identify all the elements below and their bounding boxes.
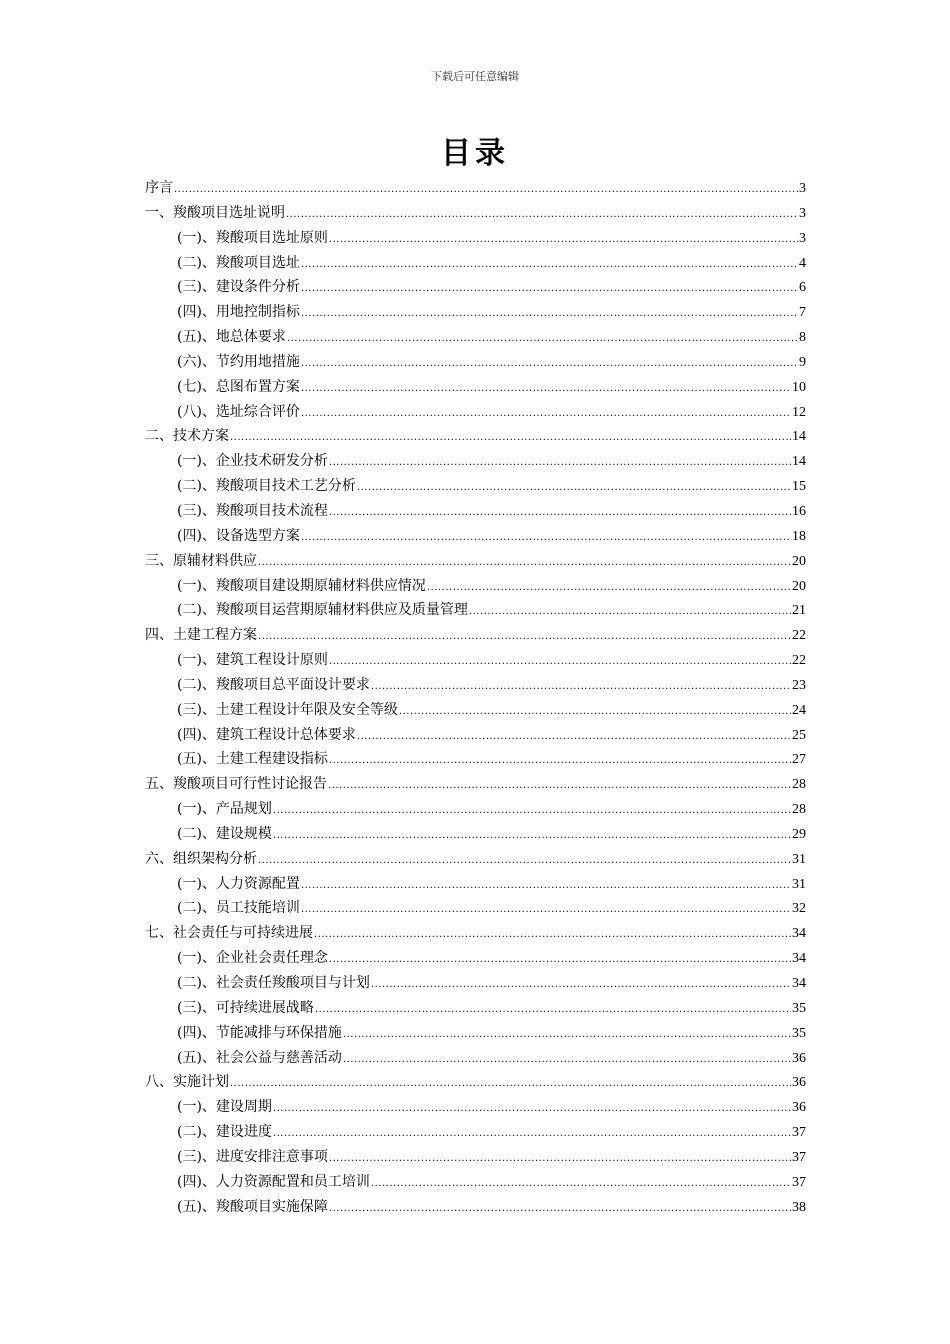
- toc-entry-label[interactable]: (四)、设备选型方案: [177, 527, 300, 544]
- toc-section-entry[interactable]: [145, 797, 806, 822]
- toc-dot-leader: [230, 426, 791, 451]
- toc-entry-label[interactable]: (三)、建设条件分析: [177, 279, 300, 296]
- toc-entry-page-number[interactable]: 3: [799, 181, 806, 196]
- toc-entry-label[interactable]: (一)、人力资源配置: [177, 875, 300, 892]
- toc-section-entry[interactable]: [145, 896, 806, 921]
- toc-entry-page-number[interactable]: 36: [792, 1100, 806, 1116]
- toc-entry-page-number[interactable]: 34: [792, 976, 806, 991]
- toc-entry-label[interactable]: (二)、建设进度: [177, 1124, 272, 1141]
- toc-entry-page-number[interactable]: 14: [792, 429, 806, 445]
- toc-entry-page-number[interactable]: 20: [792, 553, 806, 569]
- toc-entry-label[interactable]: 三、原辅材料供应: [145, 552, 257, 569]
- toc-entry-page-number[interactable]: 22: [792, 628, 806, 644]
- toc-dot-leader: [273, 824, 791, 849]
- toc-chapter-entry[interactable]: [145, 424, 806, 449]
- toc-dot-leader: [301, 526, 791, 551]
- toc-section-entry[interactable]: [145, 574, 806, 599]
- toc-entry-page-number[interactable]: 6: [799, 280, 806, 296]
- toc-entry-page-number[interactable]: 16: [792, 503, 806, 519]
- toc-entry-page-number[interactable]: 34: [792, 926, 806, 942]
- toc-entry-page-number[interactable]: 37: [792, 1149, 806, 1165]
- toc-dot-leader: [371, 675, 791, 700]
- toc-entry-label[interactable]: (八)、选址综合评价: [177, 403, 300, 420]
- toc-entry-label[interactable]: (五)、土建工程建设指标: [177, 751, 328, 768]
- toc-dot-leader: [329, 650, 791, 675]
- toc-section-entry[interactable]: [145, 226, 806, 251]
- toc-entry-label[interactable]: (三)、土建工程设计年限及安全等级: [177, 701, 398, 718]
- toc-section-entry[interactable]: [145, 375, 806, 400]
- toc-entry-page-number[interactable]: 22: [792, 653, 806, 669]
- toc-entry-page-number[interactable]: 10: [792, 379, 806, 395]
- toc-section-entry[interactable]: [145, 1046, 806, 1071]
- page-header-note: 下载后可任意编辑: [431, 70, 519, 83]
- toc-chapter-entry[interactable]: [145, 201, 806, 226]
- toc-entry-label[interactable]: (三)、可持续进展战略: [177, 999, 314, 1016]
- toc-section-entry[interactable]: [145, 1145, 806, 1170]
- toc-entry-page-number[interactable]: 18: [792, 528, 806, 544]
- toc-section-entry[interactable]: [145, 449, 806, 474]
- toc-entry-page-number[interactable]: 14: [792, 454, 806, 470]
- toc-dot-leader: [301, 402, 791, 427]
- toc-entry-label[interactable]: (一)、企业社会责任理念: [177, 950, 328, 967]
- toc-section-entry[interactable]: [145, 723, 806, 748]
- toc-dot-leader: [287, 327, 798, 352]
- toc-entry-label[interactable]: (二)、社会责任羧酸项目与计划: [177, 975, 370, 991]
- toc-entry-page-number[interactable]: 9: [799, 354, 806, 370]
- toc-section-entry[interactable]: [145, 872, 806, 897]
- toc-entry-page-number[interactable]: 23: [792, 677, 806, 693]
- toc-dot-leader: [371, 1172, 791, 1197]
- toc-section-entry[interactable]: [145, 325, 806, 350]
- toc-dot-leader: [328, 774, 791, 799]
- toc-dot-leader: [329, 451, 791, 476]
- toc-section-entry[interactable]: [145, 400, 806, 425]
- toc-chapter-entry[interactable]: [145, 772, 806, 797]
- toc-dot-leader: [230, 1072, 791, 1097]
- toc-entry-label[interactable]: (二)、员工技能培训: [177, 900, 300, 917]
- toc-entry-page-number[interactable]: 3: [799, 205, 806, 221]
- toc-dot-leader: [273, 1097, 791, 1122]
- toc-entry-label[interactable]: (一)、建设周期: [177, 1099, 272, 1116]
- toc-section-entry[interactable]: [145, 499, 806, 524]
- toc-section-entry[interactable]: [145, 648, 806, 673]
- toc-entry-label[interactable]: 二、技术方案: [145, 428, 229, 445]
- toc-entry-page-number[interactable]: 7: [799, 305, 806, 321]
- toc-dot-leader: [329, 228, 798, 253]
- toc-entry-page-number[interactable]: 27: [792, 752, 806, 768]
- toc-section-entry[interactable]: [145, 598, 806, 623]
- toc-dot-leader: [329, 948, 791, 973]
- toc-dot-leader: [174, 178, 798, 203]
- toc-entry-label[interactable]: (四)、节能减排与环保措施: [177, 1024, 342, 1041]
- toc-entry-label[interactable]: (一)、羧酸项目建设期原辅材料供应情况: [177, 577, 426, 594]
- toc-entry-label[interactable]: (六)、节约用地措施: [177, 353, 300, 370]
- toc-section-entry[interactable]: [145, 1021, 806, 1046]
- toc-entry-page-number[interactable]: 24: [792, 702, 806, 718]
- toc-entry-label[interactable]: 六、组织架构分析: [145, 850, 257, 867]
- toc-entry-page-number[interactable]: 21: [792, 603, 806, 619]
- toc-section-entry[interactable]: [145, 1095, 806, 1120]
- toc-dot-leader: [286, 203, 798, 228]
- toc-section-entry[interactable]: [145, 300, 806, 325]
- toc-dot-leader: [258, 849, 791, 874]
- toc-section-entry[interactable]: [145, 474, 806, 499]
- toc-entry-page-number[interactable]: 38: [792, 1199, 806, 1215]
- toc-entry-label[interactable]: 五、羧酸项目可行性讨论报告: [145, 776, 327, 793]
- toc-entry-label[interactable]: (一)、羧酸项目选址原则: [177, 229, 328, 246]
- toc-dot-leader: [301, 277, 798, 302]
- toc-dot-leader: [301, 874, 791, 899]
- toc-chapter-entry[interactable]: [145, 921, 806, 946]
- toc-dot-leader: [469, 600, 791, 625]
- toc-entry-page-number[interactable]: 37: [792, 1174, 806, 1190]
- toc-entry-label[interactable]: 七、社会责任与可持续进展: [145, 925, 313, 942]
- toc-entry-label[interactable]: 八、实施计划: [145, 1074, 229, 1091]
- toc-dot-leader: [314, 923, 791, 948]
- toc-entry-label[interactable]: 一、羧酸项目选址说明: [145, 204, 285, 221]
- toc-chapter-entry[interactable]: [145, 1070, 806, 1095]
- toc-section-entry[interactable]: [145, 946, 806, 971]
- toc-entry-label[interactable]: (二)、建设规模: [177, 825, 272, 842]
- toc-entry-page-number[interactable]: 25: [792, 727, 806, 743]
- toc-entry-page-number[interactable]: 12: [792, 404, 806, 420]
- toc-entry-page-number[interactable]: 3: [799, 230, 806, 246]
- toc-dot-leader: [315, 998, 791, 1023]
- toc-entry-label[interactable]: (一)、产品规划: [177, 801, 272, 818]
- toc-chapter-entry[interactable]: [145, 549, 806, 574]
- table-of-contents: [145, 176, 806, 1219]
- toc-entry-page-number[interactable]: 15: [792, 479, 806, 495]
- toc-dot-leader: [427, 576, 791, 601]
- toc-entry-label[interactable]: (七)、总图布置方案: [177, 378, 300, 395]
- toc-dot-leader: [301, 898, 791, 923]
- toc-dot-leader: [301, 253, 798, 278]
- toc-dot-leader: [357, 725, 791, 750]
- toc-dot-leader: [329, 501, 791, 526]
- toc-title: 目录: [441, 136, 509, 171]
- toc-entry-label[interactable]: (二)、羧酸项目运营期原辅材料供应及质量管理: [177, 602, 468, 619]
- toc-entry-label[interactable]: (一)、企业技术研发分析: [177, 453, 328, 470]
- toc-entry-page-number[interactable]: 8: [799, 330, 806, 346]
- toc-section-entry[interactable]: [145, 996, 806, 1021]
- toc-entry-page-number[interactable]: 36: [792, 1050, 806, 1066]
- toc-section-entry[interactable]: [145, 971, 806, 996]
- toc-dot-leader: [273, 1122, 791, 1147]
- toc-entry-page-number[interactable]: 34: [792, 951, 806, 967]
- toc-dot-leader: [329, 1147, 791, 1172]
- toc-section-entry[interactable]: [145, 822, 806, 847]
- toc-dot-leader: [301, 352, 798, 377]
- toc-dot-leader: [343, 1048, 791, 1073]
- toc-section-entry[interactable]: [145, 747, 806, 772]
- toc-entry-label[interactable]: (三)、进度安排注意事项: [177, 1148, 328, 1165]
- toc-dot-leader: [399, 700, 791, 725]
- toc-entry-label[interactable]: (三)、羧酸项目技术流程: [177, 502, 328, 519]
- toc-dot-leader: [357, 476, 791, 501]
- toc-entry-label[interactable]: (五)、地总体要求: [177, 329, 286, 346]
- toc-dot-leader: [258, 551, 791, 576]
- toc-entry-label[interactable]: 序言: [145, 180, 173, 196]
- toc-dot-leader: [329, 749, 791, 774]
- toc-dot-leader: [371, 973, 791, 998]
- toc-entry-label[interactable]: (二)、羧酸项目总平面设计要求: [177, 676, 370, 693]
- toc-dot-leader: [301, 377, 791, 402]
- toc-section-entry[interactable]: [145, 698, 806, 723]
- toc-dot-leader: [258, 625, 791, 650]
- toc-dot-leader: [273, 799, 791, 824]
- toc-section-entry[interactable]: [145, 350, 806, 375]
- toc-entry-page-number[interactable]: 29: [792, 826, 806, 842]
- toc-entry-page-number[interactable]: 31: [792, 876, 806, 892]
- toc-entry-page-number[interactable]: 31: [792, 851, 806, 867]
- toc-entry-label[interactable]: (二)、羧酸项目技术工艺分析: [177, 478, 356, 495]
- toc-chapter-entry[interactable]: [145, 623, 806, 648]
- toc-entry-label[interactable]: 四、土建工程方案: [145, 627, 257, 644]
- toc-entry-label[interactable]: (四)、人力资源配置和员工培训: [177, 1173, 370, 1190]
- toc-dot-leader: [343, 1023, 791, 1048]
- toc-entry-page-number[interactable]: 36: [792, 1075, 806, 1091]
- toc-entry-label[interactable]: (五)、社会公益与慈善活动: [177, 1049, 342, 1066]
- toc-entry-label[interactable]: (四)、建筑工程设计总体要求: [177, 726, 356, 743]
- toc-dot-leader: [301, 302, 798, 327]
- toc-entry-page-number[interactable]: 28: [792, 777, 806, 793]
- toc-entry-page-number[interactable]: 28: [792, 802, 806, 818]
- toc-entry-label[interactable]: (一)、建筑工程设计原则: [177, 652, 328, 669]
- toc-section-entry[interactable]: [145, 1120, 806, 1145]
- toc-entry-page-number[interactable]: 37: [792, 1125, 806, 1141]
- toc-entry-label[interactable]: (五)、羧酸项目实施保障: [177, 1198, 328, 1215]
- toc-section-entry[interactable]: [145, 524, 806, 549]
- toc-entry-label[interactable]: (二)、羧酸项目选址: [177, 254, 300, 271]
- toc-chapter-entry[interactable]: [145, 176, 806, 201]
- toc-entry-page-number[interactable]: 35: [792, 1000, 806, 1016]
- toc-entry-page-number[interactable]: 20: [792, 578, 806, 594]
- toc-dot-leader: [329, 1197, 791, 1222]
- toc-entry-page-number[interactable]: 4: [799, 255, 806, 271]
- toc-entry-page-number[interactable]: 35: [792, 1025, 806, 1041]
- toc-entry-page-number[interactable]: 32: [792, 901, 806, 917]
- toc-chapter-entry[interactable]: [145, 847, 806, 872]
- toc-section-entry[interactable]: [145, 1195, 806, 1220]
- toc-section-entry[interactable]: [145, 275, 806, 300]
- toc-entry-label[interactable]: (四)、用地控制指标: [177, 304, 300, 321]
- toc-section-entry[interactable]: [145, 251, 806, 276]
- toc-section-entry[interactable]: [145, 1170, 806, 1195]
- toc-section-entry[interactable]: [145, 673, 806, 698]
